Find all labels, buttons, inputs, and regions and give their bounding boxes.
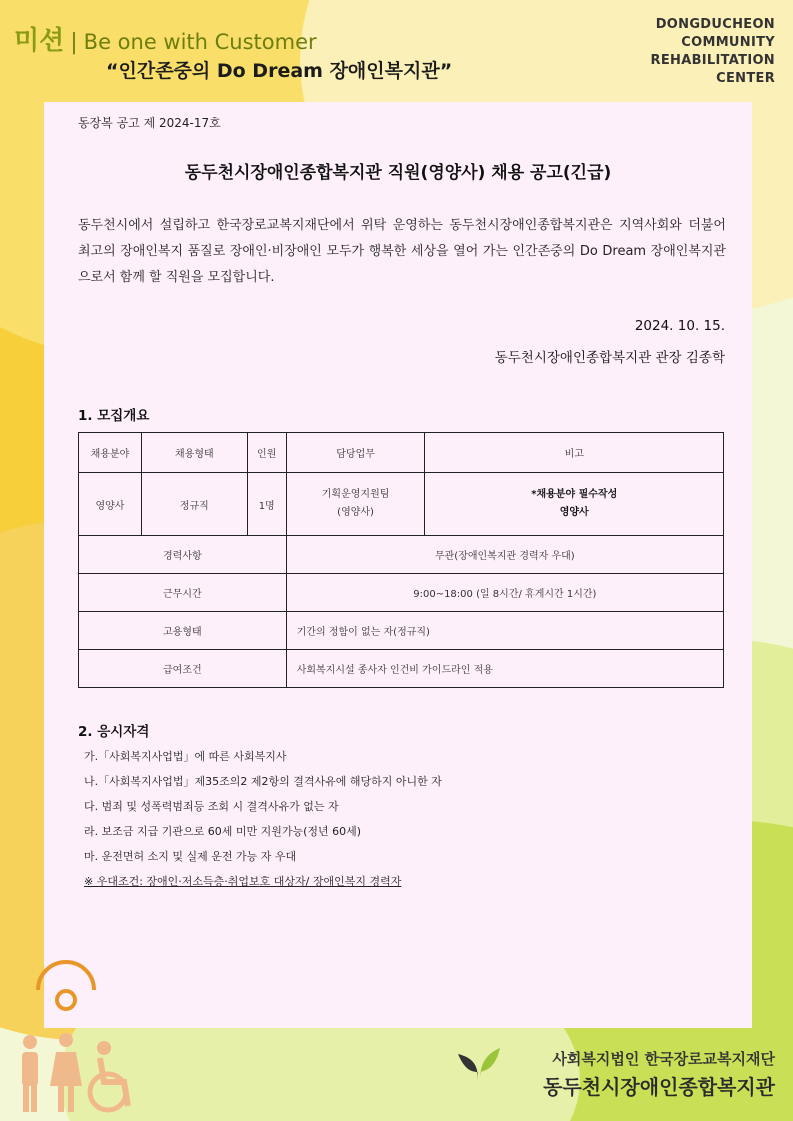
detail-label: 근무시간 — [79, 574, 287, 612]
preference-note: ※ 우대조건: 장애인·저소득층·취업보호 대상자/ 장애인복지 경력자 — [84, 875, 402, 888]
center-name-english — [651, 16, 775, 88]
mission-header — [14, 20, 453, 82]
duty-team: 기획운영지원팀 — [321, 489, 390, 500]
organization-name: 동두천시장애인종합복지관 — [543, 1075, 775, 1099]
table-cell-type: 정규직 — [141, 473, 247, 536]
footer-organization — [543, 1048, 775, 1100]
notice-date: 2024. 10. 15. — [634, 318, 725, 334]
list-item: 라. 보조금 지급 기관으로 60세 미만 지원가능(정년 60세) — [84, 825, 362, 838]
accessibility-people-icon — [8, 960, 138, 1120]
intro-paragraph: 동두천시에서 설립하고 한국장로교복지재단에서 위탁 운영하는 동두천시장애인종합복지관은 지역사회와 더불어 최고의 장애인복지 품질로 장애인·비장애인 모두가 행복한 세상을 열어 가는 인간존중의 Do Dream 장애인복지관으로서 함께 할 직원을 모집합니다. — [78, 218, 726, 285]
table-row — [79, 473, 724, 536]
table-header: 채용분야 — [79, 433, 142, 473]
remark-field: 영양사 — [559, 507, 589, 518]
notice-signer: 동두천시장애인종합복지관 관장 김종학 — [494, 350, 725, 366]
slogan-english: Be one with Customer — [83, 30, 317, 54]
table-header: 채용형태 — [141, 433, 247, 473]
table-row — [79, 536, 724, 574]
table-header: 비고 — [425, 433, 724, 473]
detail-label: 경력사항 — [79, 536, 287, 574]
table-cell-field: 영양사 — [79, 473, 142, 536]
page-title: 동두천시장애인종합복지관 직원(영양사) 채용 공고(긴급) — [184, 163, 612, 183]
eligibility-list — [84, 744, 442, 894]
table-row — [79, 650, 724, 688]
header-separator: | — [70, 30, 78, 55]
center-name-line: DONGDUCHEON — [655, 17, 775, 32]
section-heading-eligibility: 2. 응시자격 — [78, 724, 150, 740]
center-name-line: CENTER — [716, 71, 775, 86]
recruitment-table — [78, 432, 724, 688]
table-header: 담당업무 — [286, 433, 425, 473]
notice-number: 동장복 공고 제 2024-17호 — [78, 116, 221, 130]
table-row — [79, 612, 724, 650]
detail-value: 무관(장애인복지관 경력자 우대) — [286, 536, 723, 574]
detail-value: 기간의 정함이 없는 자(정규직) — [286, 612, 723, 650]
list-item: 가.「사회복지사업법」에 따른 사회복지사 — [84, 750, 287, 763]
section-heading-recruitment: 1. 모집개요 — [78, 408, 150, 424]
table-cell-remark — [425, 473, 724, 536]
foundation-leaf-icon — [454, 1046, 502, 1082]
detail-label: 급여조건 — [79, 650, 287, 688]
table-row — [79, 574, 724, 612]
detail-value: 9:00~18:00 (일 8시간/ 휴게시간 1시간) — [286, 574, 723, 612]
table-header: 인원 — [247, 433, 286, 473]
table-header-row — [79, 433, 724, 473]
mission-label: 미션 — [14, 26, 65, 56]
remark-note: *채용분야 필수작성 — [531, 489, 618, 500]
detail-label: 고용형태 — [79, 612, 287, 650]
duty-role: (영양사) — [337, 507, 374, 518]
detail-value: 사회복지시설 종사자 인건비 가이드라인 적용 — [286, 650, 723, 688]
slogan-korean: “인간존중의 Do Dream 장애인복지관” — [106, 60, 453, 82]
list-item: 나.「사회복지사업법」제35조의2 제2항의 결격사유에 해당하지 아니한 자 — [84, 775, 442, 788]
list-item: 다. 범죄 및 성폭력범죄등 조회 시 결격사유가 없는 자 — [84, 800, 339, 813]
center-name-line: REHABILITATION — [650, 53, 775, 68]
parent-organization: 사회복지법인 한국장로교복지재단 — [552, 1050, 775, 1068]
table-cell-count: 1명 — [247, 473, 286, 536]
center-name-line: COMMUNITY — [681, 35, 775, 50]
list-item: 마. 운전면허 소지 및 실제 운전 가능 자 우대 — [84, 850, 297, 863]
table-cell-duty — [286, 473, 425, 536]
